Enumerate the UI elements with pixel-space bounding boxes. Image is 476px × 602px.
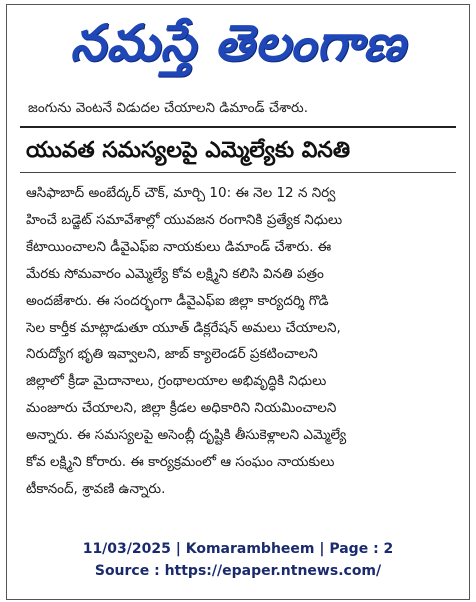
body-line: హించే బడ్జెట్ సమావేశాల్లో యువజన రంగానికి ప్రత్యేక నిధులు bbox=[26, 211, 343, 228]
body-line: టీకానంద్, శ్రావణి ఉన్నారు. bbox=[26, 480, 166, 497]
body-line: నిరుద్యోగ భృతి ఇవ్వాలని, జాబ్ క్యాలెండర్ ప్రకటించాలని bbox=[26, 346, 318, 363]
edition-info: 11/03/2025 | Komarambheem | Page : 2 bbox=[82, 541, 394, 557]
headline-underline bbox=[20, 172, 456, 173]
article-headline: యువత సమస్యలపై ఎమ్మెల్యేకు వినతి bbox=[26, 138, 351, 163]
body-line: జిల్లాలో క్రీడా మైదానాలు, గ్రంథాలయాల అభివృద్ధికి నిధులు bbox=[26, 373, 327, 390]
body-line: ఆసిఫాబాద్ అంబేద్కర్ చౌక్, మార్చి 10: ఈ నెల 12 న నిర్వ bbox=[26, 185, 336, 201]
body-line: అన్నారు. ఈ సమస్యలపై అసెంబ్లీ దృష్టికి తీసుకెళ్లాలని ఎమ్మెల్యే bbox=[26, 427, 347, 444]
source-link[interactable]: Source : https://epaper.ntnews.com/ bbox=[94, 563, 382, 579]
body-line: కోవ లక్ష్మిని కోరారు. ఈ కార్యక్రమంలో ఆ సంఘం నాయకులు bbox=[26, 454, 335, 471]
news-clipping bbox=[20, 96, 456, 529]
newspaper-logo: నమస్తే తెలంగాణ bbox=[70, 14, 406, 72]
body-line: అందజేశారు. ఈ సందర్భంగా డీవైఎఫ్ఐ జిల్లా కార్యదర్శి గొడి bbox=[26, 292, 329, 309]
previous-article-tail: జంగును వెంటనే విడుదల చేయాలని డిమాండ్ చేశారు. bbox=[28, 100, 308, 116]
masthead bbox=[6, 4, 470, 82]
divider-rule bbox=[20, 126, 456, 128]
body-line: కేటాయించాలని డీవైఎఫ్ఐ నాయకులు డిమాండ్ చేశారు. ఈ bbox=[26, 238, 332, 255]
body-line: సెల కార్తీక మాట్లాడుతూ యూత్ డిక్లరేషన్ అమలు చేయాలని, bbox=[26, 319, 341, 336]
body-line: మేరకు సోమవారం ఎమ్మెల్యే కోవ లక్ష్మిని కలిసి వినతి పత్రం bbox=[26, 265, 324, 282]
article-body bbox=[26, 180, 452, 503]
body-line: మంజూరు చేయాలని, జిల్లా క్రీడల అధికారిని నియమించాలని bbox=[26, 400, 337, 417]
